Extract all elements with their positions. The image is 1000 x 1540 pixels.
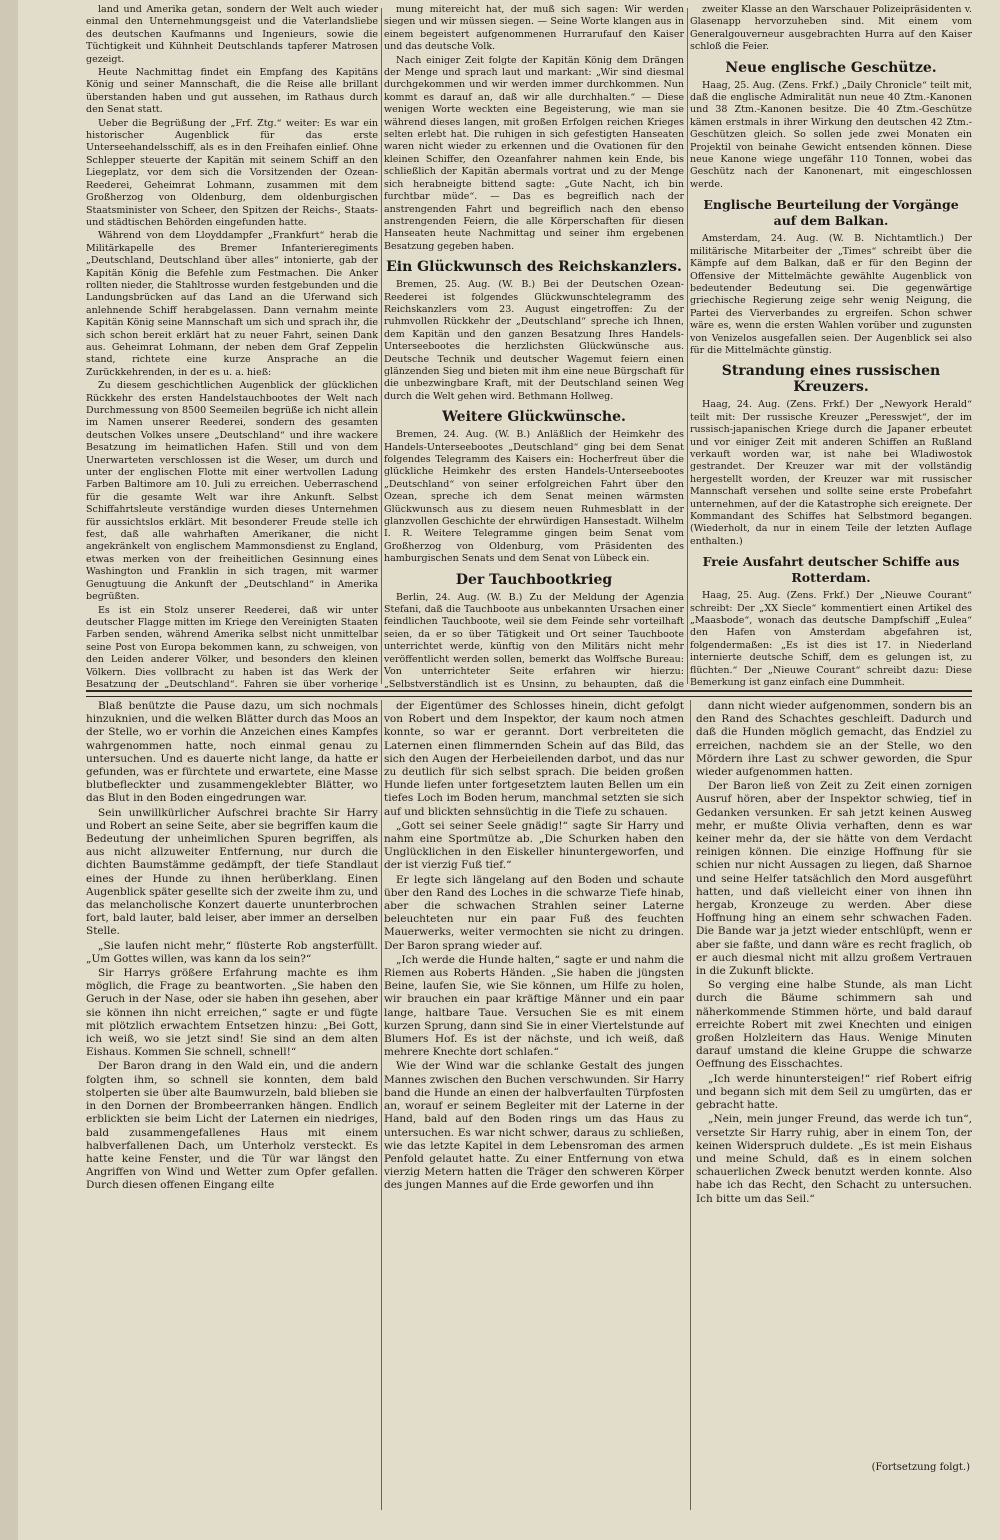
paragraph: Haag, 25. Aug. (Zens. Frkf.) „Daily Chronicle“ teilt mit, daß die englische Admiralität nun neue 40 Ztm.-Kanonen und 38 Ztm.-Kanonen besitze. Die 40 Ztm.-Geschütze kämen erstmals in ihrer Wirkung den deutschen 42 Ztm.-Geschützen gleich. So sollen jede zwei Monaten ein Projektil von beinahe Gewicht entsenden können. Diese neue Kanone wiege ungefähr 110 Tonnen, wobei das Geschütz nach der Kanonenart, mit eingeschlossen werde. xyxy=(690,79,972,190)
paragraph: Amsterdam, 24. Aug. (W. B. Nichtamtlich.) Der militärische Mitarbeiter der „Times“ schreibt über die Kämpfe auf dem Balkan, daß er für den Beginn der Offensive der Mittelmächte gewählte Augenblick von bedeutender Bedeutung sei. Die gegenwärtige griechische Regierung zeige sehr wenig Neigung, die Partei des Vierverbandes zu ergreifen. Schon schwer wäre es, wenn die ersten Wahlen vorüber und zugunsten von Venizelos ausgefallen seien. Der Augenblick sei also für die Mittelmächte günstig. xyxy=(690,233,972,356)
column-divider xyxy=(381,8,382,684)
continued-note: (Fortsetzung folgt.) xyxy=(871,1462,970,1473)
column-1 xyxy=(86,4,378,688)
paragraph: Haag, 24. Aug. (Zens. Frkf.) Der „Newyork Herald“ teilt mit: Der russische Kreuzer „Peresswjet“, der im russisch-japanischen Kriege durch die Japaner erbeutet und vor einiger Zeit mit anderen Schiffen an Rußland verkauft worden war, ist nahe bei Wladiwostok gestrandet. Der Kreuzer war mit der vollständig hergestellt worden, der Kreuzer war mit russischer Mannschaft versehen und sollte seine erste Probefahrt unternehmen, auf der die Katastrophe sich ereignete. Der Kommandant des Schiffes hat Selbstmord begangen. (Wiederholt, da nur in einem Teile der letzten Auflage enthalten.) xyxy=(690,399,972,547)
feuilleton-paragraph: der Eigentümer des Schlosses hinein, dicht gefolgt von Robert und dem Inspektor, der kaum noch atmen konnte, so war er gerannt. Dort verbreiteten die Laternen einen flimmernden Schein auf das Bild, das sich den Augen der Herbeieilenden darbot, und das nur zu deutlich für sich selbst sprach. Die beiden großen Hunde liefen unter fortgesetztem lauten Bellen um ein tiefes Loch im Boden herum, manchmal setzten sie sich auf und blickten sehnsüchtig in die Tiefe zu schauen. xyxy=(384,700,684,818)
paragraph: Zu diesem geschichtlichen Augenblick der glücklichen Rückkehr des ersten Handelstauchbootes der Welt nach Durchmessung von 8500 Seemeilen begrüße ich nicht allein im Namen unserer Reederei, sondern des gesamten deutschen Volkes unsere „Deutschland“ und ihre wackere Besatzung im heimatlichen Hafen. Still und von dem Unerwarteten verschlossen ist die Weser, um durch und unter der englischen Flotte mit einer wertvollen Ladung Farben Baltimore am 10. Juli zu erreichen. Ueberraschend für die gesamte Welt war ihre Ankunft. Selbst Schiffahrtsleute verständige wurden dieses Unternehmen für aussichtslos erklärt. Mit besonderer Freude stelle ich fest, daß alle wahrhaften Amerikaner, die nicht angekränkelt von englischem Mammonsdienst zu England, etwas merken von der freiheitlichen Gesinnung eines Washington und Franklin in sich tragen, mit warmer Genugtuung die Ankunft der „Deutschland“ in Amerika begrüßten. xyxy=(86,380,378,603)
binding-gutter xyxy=(0,0,18,1540)
feuilleton-paragraph: dann nicht wieder aufgenommen, sondern bis an den Rand des Schachtes geschleift. Dadurch und daß die Hunden möglich gemacht, das Endziel zu erreichen, nachdem sie an der Stelle, wo den Mördern ihre Last zu schwer geworden, die Spur wieder aufgenommen hatten. xyxy=(696,700,972,779)
paragraph: zweiter Klasse an den Warschauer Polizeipräsidenten v. Glasenapp hervorzuheben sind. Mit einem vom Generalgouverneur ausgebrachten Hurra auf den Kaiser schloß die Feier. xyxy=(690,4,972,53)
article-headline: Weitere Glückwünsche. xyxy=(442,409,626,426)
feuilleton-paragraph: „Nein, mein junger Freund, das werde ich tun“, versetzte Sir Harry ruhig, aber in einem Ton, der keinen Widerspruch duldete. „Es ist mein Eishaus und meine Schuld, daß es in einem solchen schauerlichen Zweck benutzt werden konnte. Also habe ich das Recht, den Schacht zu untersuchen. Ich bitte um das Seil.“ xyxy=(696,1113,972,1205)
column-3 xyxy=(690,4,972,688)
feuilleton-rule xyxy=(86,690,972,697)
article-headline: Freie Ausfahrt deutscher Schiffe aus Rotterdam. xyxy=(702,554,960,586)
paragraph: land und Amerika getan, sondern der Welt auch wieder einmal den Unternehmungsgeist und die Vaterlandsliebe des deutschen Kaufmanns und Ingenieurs, sowie die Tüchtigkeit und Kühnheit Deutschlands tapferer Matrosen gezeigt. xyxy=(86,4,378,65)
feuilleton-paragraph: „Sie laufen nicht mehr,“ flüsterte Rob angsterfüllt. „Um Gottes willen, was kann da los sein?“ xyxy=(86,939,378,965)
paragraph: Haag, 25. Aug. (Zens. Frkf.) Der „Nieuwe Courant“ schreibt: Der „XX Siecle“ kommentiert einen Artikel des „Maasbode“, wonach das deutsche Dampfschiff „Eulea“ den Hafen von Amsterdam abgefahren ist, folgendermaßen: „Es ist dies ist 17. in Niederland internierte deutsche Schiff, dem es gelungen ist, zu flüchten.“ Der „Nieuwe Courant“ schreibt dazu: Diese Bemerkung ist ganz einfach eine Dummheit. xyxy=(690,590,972,688)
article-headline: Neue englische Geschütze. xyxy=(725,59,937,76)
feuilleton-paragraph: Sein unwillkürlicher Aufschrei brachte Sir Harry und Robert an seine Seite, aber sie begriffen kaum die Bedeutung der unheimlichen Spuren begriffen, als aus nicht allzuweiter Entfernung, nur durch die dichten Baumstämme gedämpft, der tiefe Standlaut eines der Hunde zu ihnen herüberklang. Einen Augenblick später gesellte sich der zweite ihm zu, und das melancholische Konzert dauerte ununterbrochen fort, bald lauter, bald leiser, aber immer an derselben Stelle. xyxy=(86,806,378,938)
feuilleton-paragraph: Sir Harrys größere Erfahrung machte es ihm möglich, die Frage zu beantworten. „Sie haben den Geruch in der Nase, oder sie haben ihn gesehen, aber sie können ihn nicht erreichen,“ sagte er und fügte mit plötzlich erwachtem Entsetzen hinzu: „Bei Gott, ich weiß, wo sie jetzt sind! Sie sind an dem alten Eishaus. Kommen Sie schnell, schnell!“ xyxy=(86,967,378,1059)
feuilleton-column-1 xyxy=(86,700,378,1510)
feuilleton-paragraph: Blaß benützte die Pause dazu, um sich nochmals hinzuknien, und die welken Blätter durch das Moos an der Stelle, wo er vorhin die Anzeichen eines Kampfes wahrgenommen hatte, noch einmal genau zu untersuchen. Und es dauerte nicht lange, da hatte er gefunden, was er fürchtete und erwartete, eine Masse blutbefleckter und zusammengeklebter Blätter, wo das Blut in den Boden eingedrungen war. xyxy=(86,700,378,805)
feuilleton-paragraph: Er legte sich längelang auf den Boden und schaute über den Rand des Loches in die schwarze Tiefe hinab, aber die schwachen Strahlen seiner Laterne beleuchteten nur ein paar Fuß des feuchten Mauerwerks, weiter vermochten sie nicht zu dringen. Der Baron sprang wieder auf. xyxy=(384,873,684,952)
paragraph: Bremen, 25. Aug. (W. B.) Bei der Deutschen Ozean-Reederei ist folgendes Glückwunschtelegramm des Reichskanzlers vom 23. August eingetroffen: Zu der ruhmvollen Rückkehr der „Deutschland“ spreche ich Ihnen, dem Kapitän und den ganzen Besatzung Ihres Handels-Unterseebootes die herzlichsten Glückwünsche aus. Deutsche Technik und deutscher Wagemut feiern einen glänzenden Sieg und bieten mit ihm eine neue Bürgschaft für die unbezwingbare Kraft, mit der Deutschland seinen Weg durch die Welt gehen wird. Bethmann Hollweg. xyxy=(384,279,684,402)
feuilleton-paragraph: So verging eine halbe Stunde, als man Licht durch die Bäume schimmern sah und näherkommende Stimmen hörte, und bald darauf erreichte Robert mit zwei Knechten und einigen großen Holzleitern das Haus. Wenige Minuten darauf umstand die kleine Gruppe die schwarze Oeffnung des Eisschachtes. xyxy=(696,979,972,1071)
column-divider xyxy=(381,700,382,1510)
feuilleton-column-3 xyxy=(696,700,972,1510)
paragraph: Nach einiger Zeit folgte der Kapitän König dem Drängen der Menge und sprach laut und markant: „Wir sind diesmal durchgekommen und wir werden immer durchkommen. Nun kommt es darauf an, daß wir alle durchhalten.“ — Diese wenigen Worte weckten eine Begeisterung, wie man sie während dieses langen, mit großen Erfolgen reichen Krieges selten erlebt hat. Die ruhigen in sich gefestigten Hanseaten waren nicht wieder zu erkennen und die Ovationen für den kleinen Schiffer, den Ozeanfahrer nahmen kein Ende, bis schließlich der Kapitän abermals vortrat und zu der Menge sich herabneigte bittend sagte: „Gute Nacht, ich bin furchtbar müde“. — Das es begreiflich nach der anstrengenden Fahrt und begreiflich nach den ebenso anstrengenden Feiern, die alle Körperschaften für diesen Hanseaten heute Nachmittag und seiner ihm ergebenen Besatzung gegeben haben. xyxy=(384,54,684,252)
paragraph: Bremen, 24. Aug. (W. B.) Anläßlich der Heimkehr des Handels-Unterseebootes „Deutschland“ ging bei dem Senat folgendes Telegramm des Kaisers ein: Hocherfreut über die glückliche Heimkehr des ersten Handels-Unterseebootes „Deutschland“ von seiner erfolgreichen Fahrt über den Ozean, spreche ich dem Senat meinen wärmsten Glückwunsch aus zu diesem neuen Ruhmesblatt in der glanzvollen Geschichte der ehrwürdigen Hansestadt. Wilhelm I. R. Weitere Telegramme gingen beim Senat vom Großherzog von Oldenburg, vom Präsidenten des hamburgischen Senats und dem Senat von Lübeck ein. xyxy=(384,429,684,565)
column-2 xyxy=(384,4,684,688)
feuilleton-column-2 xyxy=(384,700,684,1510)
paragraph: Ueber die Begrüßung der „Frf. Ztg.“ weiter: Es war ein historischer Augenblick für das erste Unterseehandelsschiff, als es in den Freihafen einlief. Ohne Schlepper steuerte der Kapitän mit seinem Schiff an den Liegeplatz, vor dem sich die Vorsitzenden der Ozean-Reederei, Geheimrat Lohmann, zusammen mit dem Großherzog von Oldenburg, dem oldenburgischen Staatsminister von Scheer, den Spitzen der Reichs-, Staats- und städtischen Behörden eingefunden hatte. xyxy=(86,117,378,228)
feuilleton-paragraph: „Ich werde die Hunde halten,“ sagte er und nahm die Riemen aus Roberts Händen. „Sie haben die jüngsten Beine, laufen Sie, wie Sie können, um Hilfe zu holen, wir brauchen ein paar kräftige Männer und ein paar lange, haltbare Taue. Versuchen Sie es mit einem kurzen Sprung, dann sind Sie in einer Viertelstunde auf Blumers Hof. Es ist der nächste, und ich weiß, daß mehrere Knechte dort schlafen.“ xyxy=(384,953,684,1059)
paragraph: Heute Nachmittag findet ein Empfang des Kapitäns König und seiner Mannschaft, die die Reise alle brillant überstanden haben und gut aussehen, im Rathaus durch den Senat statt. xyxy=(86,67,378,116)
column-divider xyxy=(687,8,688,684)
feuilleton-paragraph: „Ich werde hinuntersteigen!“ rief Robert eifrig und begann sich mit dem Seil zu umgürten, das er gebracht hatte. xyxy=(696,1072,972,1112)
paragraph: mung mitereicht hat, der muß sich sagen: Wir werden siegen und wir müssen siegen. — Seine Worte klangen aus in einem begeistert aufgenommenen Hurrarufauf den Kaiser und das deutsche Volk. xyxy=(384,4,684,53)
paragraph: Es ist ein Stolz unserer Reederei, daß wir unter deutscher Flagge mitten im Kriege den Vereinigten Staaten Farben senden, während Amerika selbst nicht unmittelbar seine Post von Europa bekommen kann, zu schweigen, von den Leiden anderer Völker, und besonders den kleinen Völkern. Dies vollbracht zu haben ist das Werk der Besatzung der „Deutschland“. Fahren sie über vorherige xyxy=(86,604,378,688)
article-headline: Strandung eines russischen Kreuzers. xyxy=(721,363,941,396)
feuilleton-paragraph: Der Baron ließ von Zeit zu Zeit einen zornigen Ausruf hören, aber der Inspektor schwieg, tief in Gedanken versunken. Er sah jetzt keinen Ausweg mehr, er mußte Olivia verhaften, denn es war keiner mehr da, der sie hätte von dem Verdacht reinigen können. Die einzige Hoffnung für sie schien nur nicht Aussagen zu liegen, daß Sharnoe und seine Helfer tatsächlich den Mord ausgeführt hatten, und daß vielleicht einer von ihnen ihn hergab, Kronzeuge zu werden. Aber diese Hoffnung hing an einem sehr schwachen Faden. Die Bande war ja jetzt wieder entschlüpft, wenn er aber sie faßte, und dann wäre es recht fraglich, ob er auch diesmal nicht mit allzu großem Vertrauen in die Zukunft blickte. xyxy=(696,780,972,978)
feuilleton-paragraph: „Gott sei seiner Seele gnädig!“ sagte Sir Harry und nahm eine Sportmütze ab. „Die Schurken haben den Unglücklichen in den Eiskeller hinuntergeworfen, und der ist vierzig Fuß tief.“ xyxy=(384,819,684,872)
column-divider xyxy=(690,700,691,1510)
article-headline: Der Tauchbootkrieg xyxy=(455,571,613,588)
feuilleton-paragraph: Wie der Wind war die schlanke Gestalt des jungen Mannes zwischen den Buchen verschwunden. Sir Harry band die Hunde an einen der halbverfaulten Türpfosten an, worauf er seinem Begleiter mit der Laterne in der Hand, bald auf den Boden rings um das Haus zu untersuchen. Es war nicht schwer, daraus zu schließen, wie das letzte Kapitel in dem Lebensroman des armen Penfold gelautet hatte. Zu einer Entfernung von etwa vierzig Metern hatten die Träger den schweren Körper des jungen Mannes auf die Erde geworfen und ihn xyxy=(384,1060,684,1192)
paragraph: Während von dem Lloyddampfer „Frankfurt“ herab die Militärkapelle des Bremer Infanterieregiments „Deutschland, Deutschland über alles“ intonierte, gab der Kapitän König die Befehle zum Festmachen. Die Anker rollten nieder, die Stahltrosse wurden festgebunden und die Landungsbrücken auf das Land an die Uferwand sich anlehnende Schiff herabgelassen. Dann vernahm meinte Kapitän König seine Mannschaft um sich und sprach ihr, die sich schon bereit erklärt hat zu neuer Fahrt, seinen Dank aus. Geheimrat Lohmann, der neben dem Graf Zeppelin stand, richtete eine kurze Ansprache an die Zurückkehrenden, in der es u. a. hieß: xyxy=(86,230,378,378)
article-headline: Englische Beurteilung der Vorgänge auf dem Balkan. xyxy=(703,197,959,229)
paragraph: Berlin, 24. Aug. (W. B.) Zu der Meldung der Agenzia Stefani, daß die Tauchboote aus unbekannten Ursachen einer feindlichen Tauchboote, weil sie dem Feinde sehr vorteilhaft seien, da er so über Tätigkeit und Ort seiner Tauchboote unterrichtet werde, künftig von den Militärs nicht mehr veröffentlicht werden sollen, bemerkt das Wolffsche Bureau: Von unterrichteter Seite erfahren wir hierzu: „Selbstverständlich ist es Unsinn, zu behaupten, daß die xyxy=(384,591,684,688)
article-headline: Ein Glückwunsch des Reichskanzlers. xyxy=(386,259,682,276)
feuilleton-paragraph: Der Baron drang in den Wald ein, und die andern folgten ihm, so schnell sie konnten, dem bald stolperten sie über alte Baumwurzeln, bald blieben sie in den Dornen der Brombeerranken hängen. Endlich erblickten sie beim Licht der Laternen ein niedriges, bald zusammengefallenes Haus mit einem halbverfallenen Dach, um Unterholz versteckt. Es hatte keine Fenster, und die Tür war längst den Angriffen von Wind und Wetter zum Opfer gefallen. Durch diesen offenen Eingang eilte xyxy=(86,1060,378,1192)
